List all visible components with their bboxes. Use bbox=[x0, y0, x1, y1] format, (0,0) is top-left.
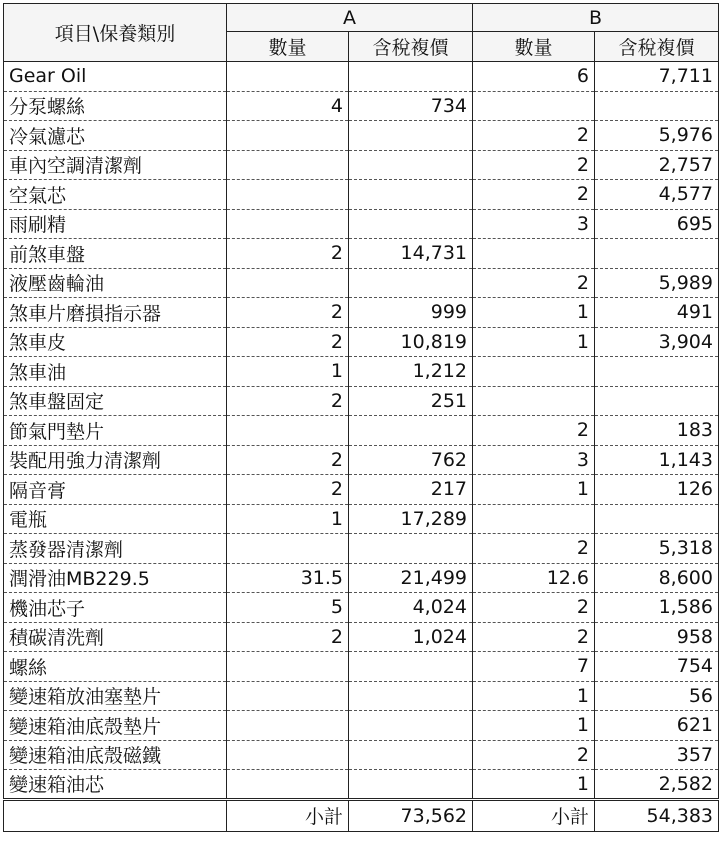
table-row bbox=[4, 475, 719, 505]
subtotal-a-value: 73,562 bbox=[349, 799, 473, 831]
table-row bbox=[4, 357, 719, 387]
subtotal-b-label: 小計 bbox=[473, 799, 595, 831]
item-name-cell: 積碳清洗劑 bbox=[4, 622, 227, 652]
b-qty-cell bbox=[473, 357, 595, 387]
a-price-cell: 14,731 bbox=[349, 239, 473, 269]
b-price-cell: 2,757 bbox=[595, 150, 719, 180]
b-qty-cell: 2 bbox=[473, 268, 595, 298]
b-price-cell bbox=[595, 357, 719, 387]
a-price-cell: 10,819 bbox=[349, 327, 473, 357]
a-qty-cell bbox=[227, 268, 349, 298]
table-row bbox=[4, 180, 719, 210]
b-qty-cell bbox=[473, 386, 595, 416]
b-qty-cell: 2 bbox=[473, 740, 595, 770]
b-qty-cell bbox=[473, 504, 595, 534]
b-qty-cell: 2 bbox=[473, 593, 595, 623]
item-name-cell: 裝配用強力清潔劑 bbox=[4, 445, 227, 475]
a-qty-cell: 2 bbox=[227, 327, 349, 357]
a-qty-cell bbox=[227, 711, 349, 741]
a-price-cell bbox=[349, 150, 473, 180]
a-qty-cell: 2 bbox=[227, 386, 349, 416]
a-qty-cell bbox=[227, 62, 349, 92]
b-qty-cell: 1 bbox=[473, 298, 595, 328]
table-row bbox=[4, 386, 719, 416]
b-qty-cell bbox=[473, 91, 595, 121]
item-name-cell: Gear Oil bbox=[4, 62, 227, 92]
a-price-cell bbox=[349, 711, 473, 741]
b-price-cell: 357 bbox=[595, 740, 719, 770]
header-a-price: 含稅複價 bbox=[349, 32, 473, 62]
table-row bbox=[4, 239, 719, 269]
a-qty-cell bbox=[227, 681, 349, 711]
a-qty-cell bbox=[227, 121, 349, 151]
table-row bbox=[4, 652, 719, 682]
a-qty-cell: 2 bbox=[227, 239, 349, 269]
header-a-qty: 數量 bbox=[227, 32, 349, 62]
b-qty-cell: 3 bbox=[473, 445, 595, 475]
a-price-cell: 4,024 bbox=[349, 593, 473, 623]
b-qty-cell: 2 bbox=[473, 150, 595, 180]
a-price-cell bbox=[349, 770, 473, 800]
a-qty-cell bbox=[227, 150, 349, 180]
subtotal-empty-cell bbox=[4, 799, 227, 831]
item-name-cell: 變速箱放油塞墊片 bbox=[4, 681, 227, 711]
a-price-cell bbox=[349, 652, 473, 682]
subtotal-a-label: 小計 bbox=[227, 799, 349, 831]
table-row bbox=[4, 121, 719, 151]
b-price-cell: 3,904 bbox=[595, 327, 719, 357]
table-row bbox=[4, 563, 719, 593]
item-name-cell: 煞車油 bbox=[4, 357, 227, 387]
a-qty-cell: 2 bbox=[227, 475, 349, 505]
b-qty-cell: 2 bbox=[473, 534, 595, 564]
a-price-cell: 1,212 bbox=[349, 357, 473, 387]
table-row bbox=[4, 209, 719, 239]
b-price-cell bbox=[595, 504, 719, 534]
item-name-cell: 煞車皮 bbox=[4, 327, 227, 357]
a-qty-cell: 31.5 bbox=[227, 563, 349, 593]
b-price-cell: 1,586 bbox=[595, 593, 719, 623]
table-row bbox=[4, 534, 719, 564]
table-row bbox=[4, 150, 719, 180]
a-price-cell: 734 bbox=[349, 91, 473, 121]
item-name-cell: 車內空調清潔劑 bbox=[4, 150, 227, 180]
b-qty-cell: 2 bbox=[473, 416, 595, 446]
a-qty-cell bbox=[227, 209, 349, 239]
item-name-cell: 空氣芯 bbox=[4, 180, 227, 210]
b-qty-cell: 1 bbox=[473, 770, 595, 800]
table-row bbox=[4, 770, 719, 800]
table-body bbox=[4, 62, 719, 800]
header-b-qty: 數量 bbox=[473, 32, 595, 62]
b-qty-cell: 2 bbox=[473, 180, 595, 210]
a-qty-cell: 1 bbox=[227, 504, 349, 534]
a-price-cell: 21,499 bbox=[349, 563, 473, 593]
item-name-cell: 蒸發器清潔劑 bbox=[4, 534, 227, 564]
table-row bbox=[4, 62, 719, 92]
a-price-cell bbox=[349, 62, 473, 92]
item-name-cell: 煞車片磨損指示器 bbox=[4, 298, 227, 328]
b-price-cell: 695 bbox=[595, 209, 719, 239]
header-corner-cell: 項目\保養類別 bbox=[4, 4, 227, 62]
a-price-cell bbox=[349, 121, 473, 151]
a-qty-cell bbox=[227, 770, 349, 800]
b-price-cell: 183 bbox=[595, 416, 719, 446]
subtotal-b-value: 54,383 bbox=[595, 799, 719, 831]
header-group-b: B bbox=[473, 4, 719, 32]
b-price-cell: 754 bbox=[595, 652, 719, 682]
table-row bbox=[4, 298, 719, 328]
item-name-cell: 潤滑油MB229.5 bbox=[4, 563, 227, 593]
a-price-cell: 1,024 bbox=[349, 622, 473, 652]
table-row bbox=[4, 416, 719, 446]
b-price-cell: 5,989 bbox=[595, 268, 719, 298]
a-qty-cell: 5 bbox=[227, 593, 349, 623]
table-row bbox=[4, 740, 719, 770]
a-qty-cell: 2 bbox=[227, 622, 349, 652]
a-qty-cell bbox=[227, 416, 349, 446]
a-price-cell bbox=[349, 740, 473, 770]
header-group-row bbox=[4, 4, 719, 32]
item-name-cell: 變速箱油底殼磁鐵 bbox=[4, 740, 227, 770]
table-row bbox=[4, 91, 719, 121]
a-price-cell bbox=[349, 681, 473, 711]
b-qty-cell: 1 bbox=[473, 711, 595, 741]
b-price-cell: 8,600 bbox=[595, 563, 719, 593]
b-price-cell: 56 bbox=[595, 681, 719, 711]
b-price-cell: 5,976 bbox=[595, 121, 719, 151]
table-footer bbox=[4, 799, 719, 831]
a-price-cell bbox=[349, 209, 473, 239]
maintenance-cost-table-container bbox=[3, 3, 719, 832]
b-qty-cell: 7 bbox=[473, 652, 595, 682]
a-price-cell: 217 bbox=[349, 475, 473, 505]
b-qty-cell: 2 bbox=[473, 622, 595, 652]
b-price-cell bbox=[595, 91, 719, 121]
item-name-cell: 雨刷精 bbox=[4, 209, 227, 239]
a-price-cell bbox=[349, 268, 473, 298]
maintenance-cost-table bbox=[3, 3, 719, 832]
table-row bbox=[4, 593, 719, 623]
b-price-cell: 2,582 bbox=[595, 770, 719, 800]
item-name-cell: 螺絲 bbox=[4, 652, 227, 682]
subtotal-row bbox=[4, 799, 719, 831]
a-price-cell: 17,289 bbox=[349, 504, 473, 534]
b-price-cell: 958 bbox=[595, 622, 719, 652]
item-name-cell: 機油芯子 bbox=[4, 593, 227, 623]
item-name-cell: 電瓶 bbox=[4, 504, 227, 534]
table-row bbox=[4, 268, 719, 298]
b-qty-cell: 1 bbox=[473, 327, 595, 357]
b-price-cell bbox=[595, 386, 719, 416]
item-name-cell: 煞車盤固定 bbox=[4, 386, 227, 416]
a-qty-cell: 1 bbox=[227, 357, 349, 387]
item-name-cell: 前煞車盤 bbox=[4, 239, 227, 269]
item-name-cell: 隔音膏 bbox=[4, 475, 227, 505]
b-qty-cell: 1 bbox=[473, 475, 595, 505]
header-group-a: A bbox=[227, 4, 473, 32]
a-qty-cell: 2 bbox=[227, 298, 349, 328]
b-price-cell: 5,318 bbox=[595, 534, 719, 564]
header-b-price: 含稅複價 bbox=[595, 32, 719, 62]
table-row bbox=[4, 445, 719, 475]
a-price-cell bbox=[349, 416, 473, 446]
a-price-cell: 999 bbox=[349, 298, 473, 328]
b-price-cell: 126 bbox=[595, 475, 719, 505]
table-row bbox=[4, 622, 719, 652]
b-qty-cell: 6 bbox=[473, 62, 595, 92]
b-qty-cell bbox=[473, 239, 595, 269]
b-price-cell: 7,711 bbox=[595, 62, 719, 92]
b-price-cell: 621 bbox=[595, 711, 719, 741]
table-row bbox=[4, 327, 719, 357]
a-qty-cell bbox=[227, 180, 349, 210]
item-name-cell: 分泵螺絲 bbox=[4, 91, 227, 121]
a-price-cell: 762 bbox=[349, 445, 473, 475]
table-header bbox=[4, 4, 719, 62]
item-name-cell: 變速箱油芯 bbox=[4, 770, 227, 800]
table-row bbox=[4, 681, 719, 711]
b-qty-cell: 2 bbox=[473, 121, 595, 151]
a-qty-cell bbox=[227, 740, 349, 770]
b-price-cell: 1,143 bbox=[595, 445, 719, 475]
a-price-cell: 251 bbox=[349, 386, 473, 416]
a-qty-cell: 4 bbox=[227, 91, 349, 121]
b-qty-cell: 1 bbox=[473, 681, 595, 711]
item-name-cell: 節氣門墊片 bbox=[4, 416, 227, 446]
table-row bbox=[4, 711, 719, 741]
a-price-cell bbox=[349, 534, 473, 564]
table-row bbox=[4, 504, 719, 534]
b-qty-cell: 3 bbox=[473, 209, 595, 239]
b-qty-cell: 12.6 bbox=[473, 563, 595, 593]
a-qty-cell bbox=[227, 534, 349, 564]
b-price-cell: 491 bbox=[595, 298, 719, 328]
item-name-cell: 液壓齒輪油 bbox=[4, 268, 227, 298]
b-price-cell bbox=[595, 239, 719, 269]
item-name-cell: 冷氣濾芯 bbox=[4, 121, 227, 151]
item-name-cell: 變速箱油底殼墊片 bbox=[4, 711, 227, 741]
a-price-cell bbox=[349, 180, 473, 210]
b-price-cell: 4,577 bbox=[595, 180, 719, 210]
a-qty-cell bbox=[227, 652, 349, 682]
a-qty-cell: 2 bbox=[227, 445, 349, 475]
